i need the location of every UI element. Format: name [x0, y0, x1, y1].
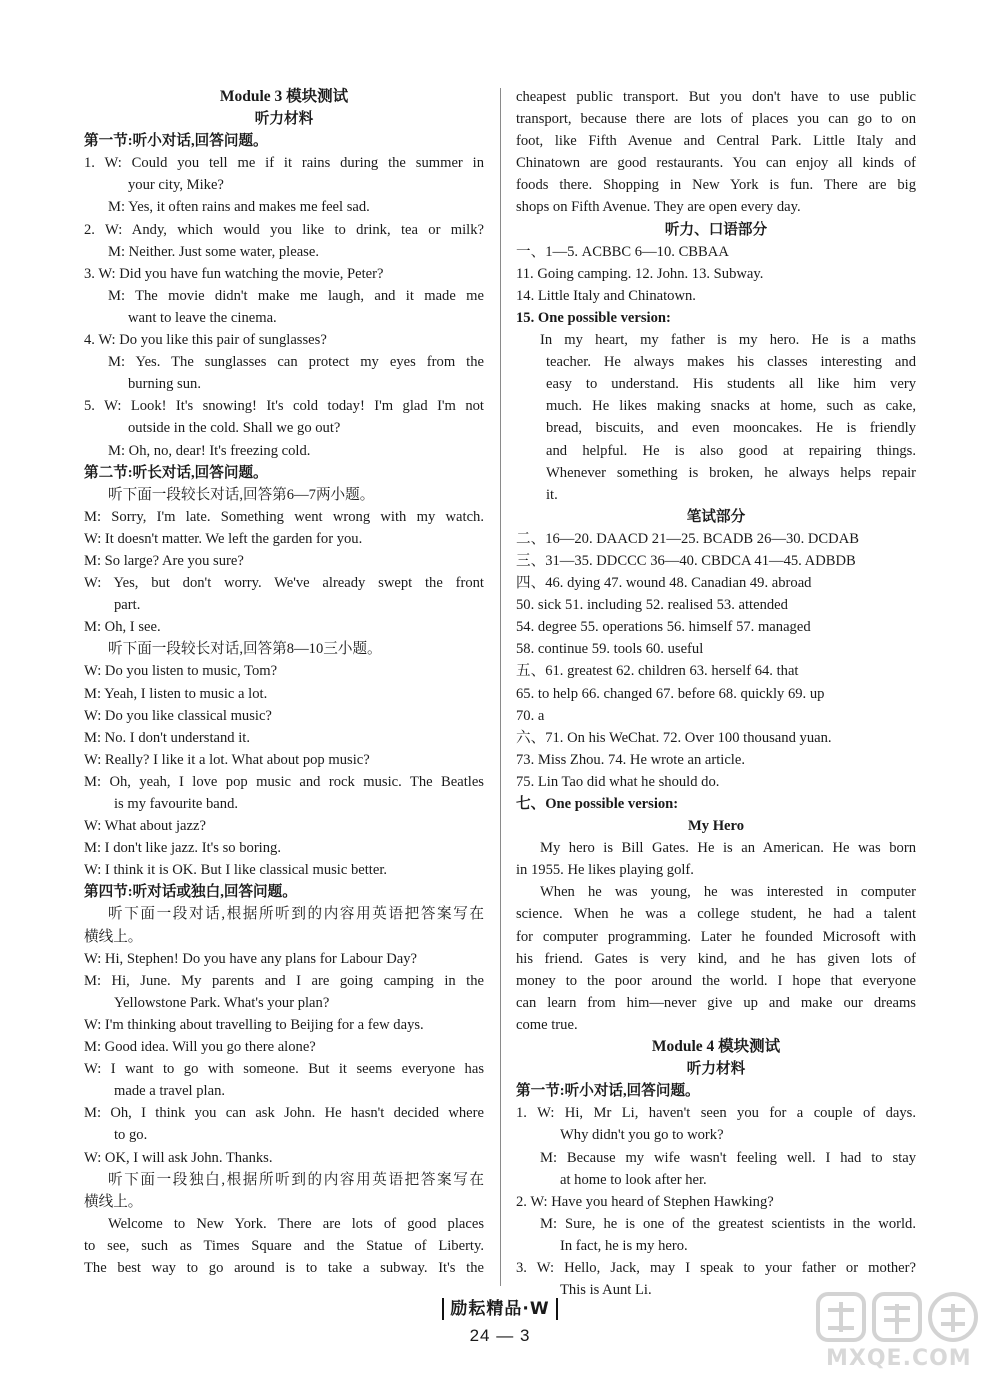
left-text-line: 横线上。	[84, 1193, 143, 1210]
right-text-line: can learn from him—never give up and make our dreams	[516, 994, 916, 1011]
right-text-line: 笔试部分	[686, 508, 746, 525]
left-text-line: M: Yes, it often rains and makes me feel sad.	[108, 199, 370, 216]
left-text-line: W: Do you like classical music?	[84, 707, 272, 724]
right-text-line: My hero is Bill Gates. He is an American. He was born	[540, 840, 916, 857]
right-text-line: his friend. Gates is very kind, and he has given lots of	[516, 950, 916, 967]
right-text-line: foot, like Fifth Avenue and Central Park. Little Italy and	[516, 133, 916, 150]
left-text-line: M: Neither. Just some water, please.	[108, 243, 319, 260]
site-watermark-logo	[810, 1290, 990, 1380]
left-text-line: W: Do you listen to music, Tom?	[84, 663, 278, 680]
right-text-line: 四、46. dying 47. wound 48. Canadian 49. abroad	[516, 575, 812, 592]
right-text-line: much. He likes making snacks at home, such as cake,	[546, 398, 916, 415]
right-text-line: bread, biscuits, and even mooncakes. He is friendly	[546, 420, 916, 437]
left-text-line: M: Yes. The sunglasses can protect my eyes from the	[108, 354, 484, 371]
watermark-seal-icon	[810, 1290, 990, 1346]
right-text-line: it.	[546, 486, 558, 503]
left-text-line: 2. W: Andy, which would you like to drink, tea or milk?	[84, 221, 484, 238]
right-text-line: 11. Going camping. 12. John. 13. Subway.	[516, 265, 764, 282]
right-text-line: Why didn't you go to work?	[560, 1127, 724, 1144]
left-text-line: outside in the cold. Shall we go out?	[128, 420, 341, 437]
left-text-line: 听下面一段对话,根据所听到的内容用英语把答案写在	[108, 906, 484, 923]
right-text-line: cheapest public transport. But you don't have to use public	[516, 89, 916, 105]
left-text-line: W: What about jazz?	[84, 818, 206, 835]
left-text-line: Module 3 模块测试	[219, 88, 349, 105]
right-text-line: and helpful. He is also good at repairing things.	[546, 442, 916, 459]
right-text-line: When he was young, he was interested in computer	[540, 884, 916, 901]
left-text-line: W: Hi, Stephen! Do you have any plans for Labour Day?	[84, 950, 417, 967]
left-text-line: 第四节:听对话或独白,回答问题。	[84, 884, 297, 901]
left-text-line: 横线上。	[84, 928, 143, 945]
left-text-line: 4. W: Do you like this pair of sunglasses?	[84, 332, 327, 349]
left-text-line: M: Sorry, I'm late. Something went wrong with my watch.	[84, 508, 484, 525]
left-text-line: want to leave the cinema.	[128, 309, 277, 326]
left-text-line: 1. W: Could you tell me if it rains during the summer in	[84, 155, 484, 172]
left-text-line: M: I don't like jazz. It's so boring.	[84, 840, 281, 857]
left-text-line: M: Oh, yeah, I love pop music and rock music. The Beatles	[84, 773, 484, 790]
left-text-line: part.	[114, 597, 141, 614]
right-text-line: 五、61. greatest 62. children 63. herself 64. that	[516, 663, 799, 680]
left-text-line: burning sun.	[128, 376, 201, 393]
left-text-line: M: Yeah, I listen to music a lot.	[84, 685, 268, 702]
left-text-line: M: Oh, I think you can ask John. He hasn't decided where	[84, 1105, 484, 1122]
right-text-line: 3. W: Hello, Jack, may I speak to your father or mother?	[516, 1259, 916, 1276]
right-text-line: 听力材料	[686, 1061, 746, 1078]
right-text-line: come true.	[516, 1016, 578, 1033]
left-text-line: to go.	[114, 1127, 148, 1144]
left-text-line: W: Yes, but don't worry. We've already swept the front	[84, 575, 484, 592]
right-text-line: 听力、口语部分	[664, 221, 768, 238]
left-text-line: W: I think it is OK. But I like classical music better.	[84, 862, 388, 879]
right-text-line: 70. a	[516, 707, 545, 724]
right-text-line: science. When he was a college student, he had a talent	[516, 906, 916, 923]
left-text-line: made a travel plan.	[114, 1083, 226, 1100]
left-text-line: W: I want to go with someone. But it seems everyone has	[84, 1061, 484, 1078]
right-text-line: for computer programming. Later he founded Microsoft with	[516, 928, 916, 945]
right-text-line: at home to look after her.	[560, 1171, 707, 1188]
right-text-line: 58. continue 59. tools 60. useful	[516, 641, 704, 658]
page-number: 24 — 3	[469, 1326, 531, 1345]
left-text-line: 第二节:听长对话,回答问题。	[84, 464, 268, 481]
left-text-line: M: The movie didn't make me laugh, and it made me	[108, 287, 484, 304]
right-text-line: In my heart, my father is my hero. He is a maths	[540, 332, 916, 349]
left-text-line: M: No. I don't understand it.	[84, 729, 250, 746]
right-text-line: 50. sick 51. including 52. realised 53. attended	[516, 597, 788, 614]
left-text-line: your city, Mike?	[128, 177, 224, 194]
right-text-line: easy to understand. His students all like him very	[546, 376, 916, 393]
right-text-line: 六、71. On his WeChat. 72. Over 100 thousand yuan.	[516, 729, 832, 746]
left-text-line: 5. W: Look! It's snowing! It's cold today! I'm glad I'm not	[84, 398, 484, 415]
left-text-line: 3. W: Did you have fun watching the movie, Peter?	[84, 265, 384, 282]
left-text-line: W: Really? I like it a lot. What about pop music?	[84, 751, 370, 768]
right-text-line: My Hero	[687, 818, 745, 835]
right-text-line: Module 4 模块测试	[651, 1038, 781, 1056]
right-text-line: M: Because my wife wasn't feeling well. I had to stay	[540, 1149, 916, 1166]
right-text-line: teacher. He always makes his classes interesting and	[546, 354, 916, 371]
left-text-line: M: Oh, I see.	[84, 619, 161, 636]
left-text-line: M: So large? Are you sure?	[84, 552, 244, 569]
right-text-line: 二、16—20. DAACD 21—25. BCADB 26—30. DCDAB	[516, 530, 859, 547]
right-text-line: 第一节:听小对话,回答问题。	[516, 1083, 700, 1100]
right-text-line: 三、31—35. DDCCC 36—40. CBDCA 41—45. ADBDB	[516, 552, 856, 569]
left-text-line: 听下面一段较长对话,回答第8—10三小题。	[108, 641, 382, 658]
right-text-line: 七、One possible version:	[516, 796, 679, 812]
right-text-line: 15. One possible version:	[516, 309, 671, 326]
left-text-line: M: Oh, no, dear! It's freezing cold.	[108, 442, 311, 459]
left-text-line: W: It doesn't matter. We left the garden for you.	[84, 530, 363, 547]
left-column	[84, 86, 484, 1279]
left-text-line: 听下面一段较长对话,回答第6—7两小题。	[108, 486, 375, 503]
right-text-line: 65. to help 66. changed 67. before 68. quickly 69. up	[516, 685, 825, 702]
series-brand: 励耘精品·W	[442, 1298, 557, 1320]
right-text-line: 73. Miss Zhou. 74. He wrote an article.	[516, 751, 745, 768]
right-text-line: 54. degree 55. operations 56. himself 57. managed	[516, 619, 811, 636]
left-text-line: M: Good idea. Will you go there alone?	[84, 1039, 316, 1056]
right-text-line: 1. W: Hi, Mr Li, haven't seen you for a couple of days.	[516, 1105, 916, 1122]
left-text-line: W: OK, I will ask John. Thanks.	[84, 1149, 273, 1166]
right-text-line: In fact, he is my hero.	[560, 1237, 688, 1254]
watermark-site: MXQE.COM	[826, 1346, 972, 1371]
right-text-line: M: Sure, he is one of the greatest scientists in the world.	[540, 1215, 916, 1232]
right-text-line: 一、1—5. ACBBC 6—10. CBBAA	[516, 243, 729, 260]
right-text-line: 14. Little Italy and Chinatown.	[516, 287, 696, 304]
right-text-line: foods there. Shopping in New York is fun. There are big	[516, 177, 916, 194]
left-text-line: M: Hi, June. My parents and I are going camping in the	[84, 972, 484, 989]
left-text-line: to see, such as Times Square and the Statue of Liberty.	[84, 1237, 484, 1254]
column-divider	[500, 88, 501, 1286]
left-text-line: 第一节:听小对话,回答问题。	[84, 133, 268, 150]
right-text-line: shops on Fifth Avenue. They are open every day.	[516, 199, 801, 216]
left-text-line: Welcome to New York. There are lots of good places	[108, 1215, 484, 1232]
right-text-line: This is Aunt Li.	[560, 1282, 652, 1299]
left-text-line: Yellowstone Park. What's your plan?	[114, 994, 330, 1011]
right-text-line: Whenever something is broken, he always helps repair	[546, 464, 916, 481]
left-text-line: The best way to go around is to take a subway. It's the	[84, 1259, 484, 1276]
left-text-line: 听下面一段独白,根据所听到的内容用英语把答案写在	[108, 1171, 484, 1188]
right-text-line: in 1955. He likes playing golf.	[516, 862, 694, 879]
right-text-line: money to the poor around the world. I hope that everyone	[516, 972, 916, 989]
left-text-line: W: I'm thinking about travelling to Beijing for a few days.	[84, 1016, 424, 1033]
right-text-line: 75. Lin Tao did what he should do.	[516, 773, 720, 790]
right-column	[516, 86, 916, 1301]
left-text-line: 听力材料	[254, 111, 314, 128]
right-text-line: transport, because there are lots of places you can go to on	[516, 111, 916, 128]
right-text-line: Chinatown are good restaurants. You can enjoy all kinds of	[516, 155, 916, 172]
left-text-line: is my favourite band.	[114, 796, 239, 812]
right-text-line: 2. W: Have you heard of Stephen Hawking?	[516, 1193, 774, 1210]
